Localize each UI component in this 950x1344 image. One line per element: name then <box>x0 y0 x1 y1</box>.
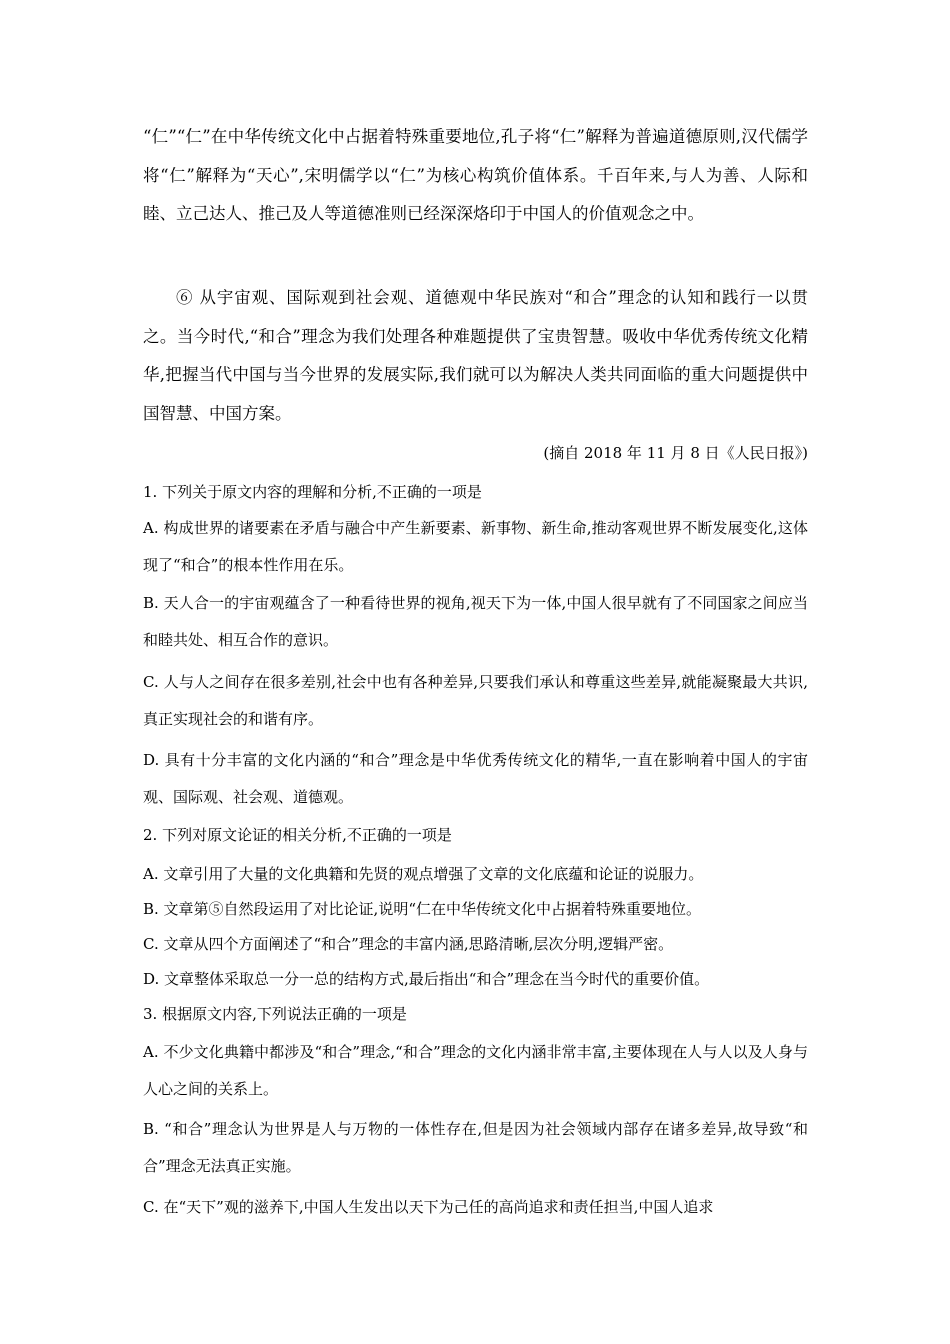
question-3-option-b: B. “和合”理念认为世界是人与万物的一体性存在,但是因为社会领域内部存在诸多差异,故导致“和合”理念无法真正实施。 <box>143 1120 808 1175</box>
question-1-option-a: A. 构成世界的诸要素在矛盾与融合中产生新要素、新事物、新生命,推动客观世界不断发展变化,这体现了“和合”的根本性作用在乐。 <box>143 519 808 574</box>
source-citation: (摘自 2018 年 11 月 8 日《人民日报》) <box>543 444 808 462</box>
question-2-option-b: B. 文章第⑤自然段运用了对比论证,说明“仁在中华传统文化中占据着特殊重要地位。 <box>143 900 701 918</box>
question-2-option-a: A. 文章引用了大量的文化典籍和先贤的观点增强了文章的文化底蕴和论证的说服力。 <box>143 865 704 883</box>
question-2-option-c: C. 文章从四个方面阐述了“和合”理念的丰富内涵,思路清晰,层次分明,逻辑严密。 <box>143 935 674 953</box>
passage-paragraph-6: ⑥ 从宇宙观、国际观到社会观、道德观中华民族对“和合”理念的认知和践行一以贯之。当今时代,“和合”理念为我们处理各种难题提供了宝贵智慧。吸收中华优秀传统文化精华,把握当代中国与当今世界的发展实际,我们就可以为解决人类共同面临的重大问题提供中国智慧、中国方案。 <box>143 288 808 423</box>
question-3-option-a: A. 不少文化典籍中都涉及“和合”理念,“和合”理念的文化内涵非常丰富,主要体现在人与人以及人身与人心之间的关系上。 <box>143 1043 808 1098</box>
question-1-stem: 1. 下列关于原文内容的理解和分析,不正确的一项是 <box>143 483 482 501</box>
question-1-option-d: D. 具有十分丰富的文化内涵的“和合”理念是中华优秀传统文化的精华,一直在影响着中国人的宇宙观、国际观、社会观、道德观。 <box>143 751 808 806</box>
question-2-stem: 2. 下列对原文论证的相关分析,不正确的一项是 <box>143 826 452 844</box>
question-3-stem: 3. 根据原文内容,下列说法正确的一项是 <box>143 1005 407 1023</box>
question-3-option-c: C. 在“天下”观的滋养下,中国人生发出以天下为己任的高尚追求和责任担当,中国人追求 <box>143 1198 714 1216</box>
question-1-option-c: C. 人与人之间存在很多差别,社会中也有各种差异,只要我们承认和尊重这些差异,就能凝聚最大共识,真正实现社会的和谐有序。 <box>143 673 808 728</box>
question-2-option-d: D. 文章整体采取总一分一总的结构方式,最后指出“和合”理念在当今时代的重要价值。 <box>143 970 710 988</box>
question-1-option-b: B. 天人合一的宇宙观蕴含了一种看待世界的视角,视天下为一体,中国人很早就有了不同国家之间应当和睦共处、相互合作的意识。 <box>143 594 808 649</box>
passage-paragraph-ren: “仁”“仁”在中华传统文化中占据着特殊重要地位,孔子将“仁”解释为普遍道德原则,汉代儒学将“仁”解释为“天心”,宋明儒学以“仁”为核心构筑价值体系。千百年来,与人为善、人际和睦、立己达人、推己及人等道德准则已经深深烙印于中国人的价值观念之中。 <box>143 127 808 223</box>
